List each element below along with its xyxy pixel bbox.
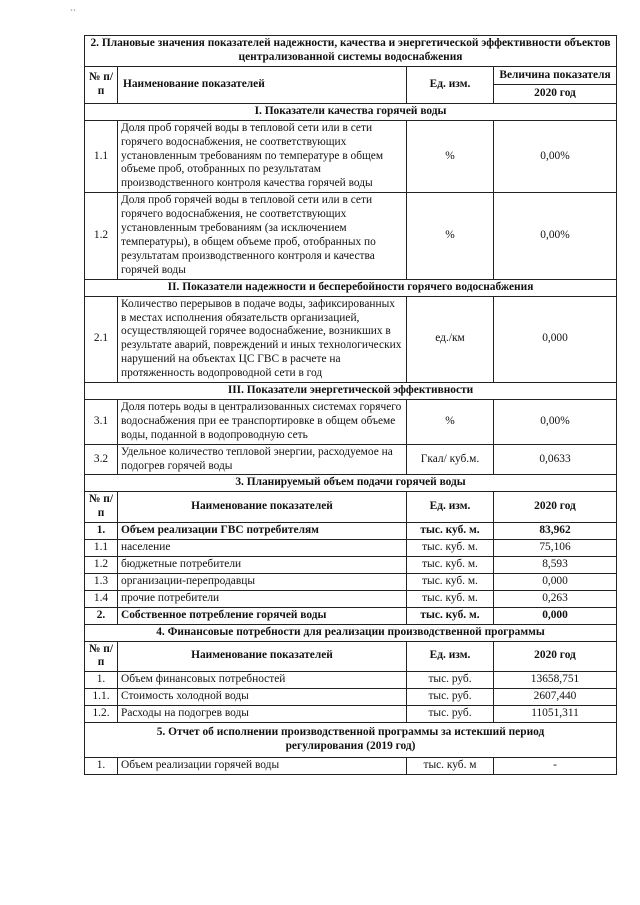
row-name: Количество перерывов в подаче воды, зафиксированных в местах исполнения обязательств организацией, осуществляющей горячее водоснабжение, возникших в результате аварий, повреждений и иных технологических нарушений на объектах ЦС ГВС в расчете на протяженность водопроводной сети в год [118,296,407,382]
header-num: № п/п [85,641,118,672]
row-name: организации-перепродавцы [118,573,407,590]
header-num: № п/п [85,492,118,523]
section4-header-row [85,641,617,672]
row-name: Собственное потребление горячей воды [118,607,407,624]
table-row [85,573,617,590]
row-name: Доля проб горячей воды в тепловой сети или в сети горячего водоснабжения, не соответствующих установленным требованиям по температуре в общем объеме проб, отобранных по результатам производственного контроля качества горячей воды [118,120,407,193]
table-row [85,689,617,706]
section2-title-row [85,36,617,67]
row-name: бюджетные потребители [118,557,407,574]
header-name: Наименование показателей [118,66,407,103]
row-name: население [118,540,407,557]
group3-title: III. Показатели энергетической эффективности [85,383,617,400]
row-value: 0,0633 [494,444,617,475]
row-unit: тыс. куб. м [407,757,494,774]
row-num: 3.2 [85,444,118,475]
header-year: 2020 год [494,492,617,523]
table-row [85,444,617,475]
table-row [85,557,617,574]
row-unit: тыс. куб. м. [407,573,494,590]
row-name: Объем реализации горячей воды [118,757,407,774]
row-value: 0,000 [494,296,617,382]
table-row [85,672,617,689]
row-value: 83,962 [494,523,617,540]
section3-header-row [85,492,617,523]
row-value: 13658,751 [494,672,617,689]
row-value: 11051,311 [494,706,617,723]
row-unit: тыс. куб. м. [407,523,494,540]
section2-title: 2. Плановые значения показателей надежности, качества и энергетической эффективности объектов централизованной системы водоснабжения [85,36,617,67]
header-year: 2020 год [494,85,617,104]
row-num: 1.3 [85,573,118,590]
row-num: 1. [85,672,118,689]
header-value: Величина показателя [494,66,617,85]
row-unit: тыс. куб. м. [407,557,494,574]
group2-title-row [85,279,617,296]
table-row [85,540,617,557]
row-num: 1.1. [85,689,118,706]
row-num: 2. [85,607,118,624]
row-name: Доля проб горячей воды в тепловой сети или в сети горячего водоснабжения, не соответствующих установленным требованиям (за исключением температуры), в общем объеме проб, отобранных по результатам производственного контроля и качества горячей воды [118,193,407,279]
table-row [85,523,617,540]
group1-title-row [85,103,617,120]
row-name: Объем финансовых потребностей [118,672,407,689]
header-year: 2020 год [494,641,617,672]
row-num: 1.1 [85,540,118,557]
row-name: Объем реализации ГВС потребителям [118,523,407,540]
header-name: Наименование показателей [118,492,407,523]
section3-title: 3. Планируемый объем подачи горячей воды [85,475,617,492]
table-row [85,590,617,607]
section4-title-row [85,624,617,641]
row-value: 0,00% [494,193,617,279]
row-unit: тыс. куб. м. [407,540,494,557]
row-name: Стоимость холодной воды [118,689,407,706]
row-value: 8,593 [494,557,617,574]
group3-title-row [85,383,617,400]
row-value: 0,00% [494,399,617,444]
row-value: 0,000 [494,573,617,590]
group1-title: I. Показатели качества горячей воды [85,103,617,120]
header-unit: Ед. изм. [407,641,494,672]
row-name: Удельное количество тепловой энергии, расходуемое на подогрев горячей воды [118,444,407,475]
row-unit: тыс. руб. [407,672,494,689]
section3-title-row [85,475,617,492]
row-num: 2.1 [85,296,118,382]
row-name: прочие потребители [118,590,407,607]
table-row [85,120,617,193]
row-unit: ед./км [407,296,494,382]
row-num: 3.1 [85,399,118,444]
header-unit: Ед. изм. [407,66,494,103]
row-num: 1.2. [85,706,118,723]
header-unit: Ед. изм. [407,492,494,523]
row-num: 1.2 [85,193,118,279]
table-row [85,193,617,279]
row-name: Расходы на подогрев воды [118,706,407,723]
table-row [85,607,617,624]
document-table [84,35,617,775]
table-row [85,757,617,774]
row-value: 0,000 [494,607,617,624]
row-value: 0,00% [494,120,617,193]
section4-title: 4. Финансовые потребности для реализации производственной программы [85,624,617,641]
row-num: 1. [85,757,118,774]
header-num: № п/п [85,66,118,103]
row-num: 1.2 [85,557,118,574]
table-row [85,399,617,444]
row-value: 75,106 [494,540,617,557]
row-unit: % [407,193,494,279]
row-num: 1. [85,523,118,540]
row-num: 1.1 [85,120,118,193]
section5-title-row [85,723,617,758]
row-unit: тыс. руб. [407,689,494,706]
table-row [85,296,617,382]
row-name: Доля потерь воды в централизованных системах горячего водоснабжения при ее транспортировке в общем объеме воды, поданной в водопроводную сеть [118,399,407,444]
row-unit: тыс. руб. [407,706,494,723]
section2-header-row [85,66,617,85]
table-row [85,706,617,723]
row-value: 2607,440 [494,689,617,706]
row-unit: % [407,399,494,444]
row-unit: Гкал/ куб.м. [407,444,494,475]
row-num: 1.4 [85,590,118,607]
group2-title: II. Показатели надежности и бесперебойности горячего водоснабжения [85,279,617,296]
header-name: Наименование показателей [118,641,407,672]
row-value: 0,263 [494,590,617,607]
page-mark: `` [70,8,76,18]
row-value: - [494,757,617,774]
row-unit: тыс. куб. м. [407,590,494,607]
row-unit: тыс. куб. м. [407,607,494,624]
row-unit: % [407,120,494,193]
section5-title: 5. Отчет об исполнении производственной программы за истекший период регулирования (2019 год) [85,723,617,758]
